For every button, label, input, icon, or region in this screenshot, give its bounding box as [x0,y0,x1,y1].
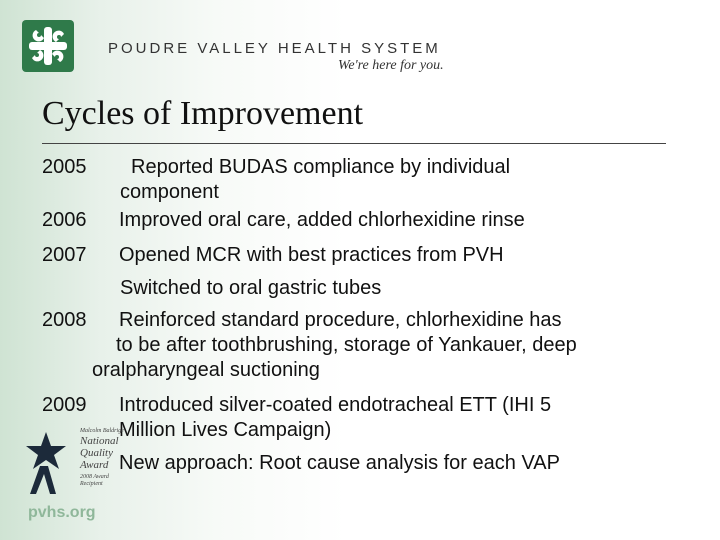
timeline-text: Improved oral care, added chlorhexidine rinse [119,209,525,231]
timeline-line [42,209,525,231]
timeline-text: Introduced silver-coated endotracheal ETT (IHI 5 [119,394,552,416]
timeline-year: 2007 [42,244,87,266]
timeline-line [42,244,504,266]
timeline-line [42,309,562,331]
star-figure-icon [22,428,72,498]
timeline-year: 2006 [42,209,87,231]
timeline-year: 2009 [42,394,87,416]
timeline-text: Opened MCR with best practices from PVH [119,244,504,266]
timeline-line [120,277,381,299]
slide-title: Cycles of Improvement [42,95,364,132]
timeline-line [92,359,320,381]
timeline-text: Switched to oral gastric tubes [120,277,382,299]
badge-line: Award [80,459,109,471]
timeline-line [119,419,331,441]
title-divider [42,143,666,144]
timeline-line [120,181,219,203]
timeline-year: 2005 [42,156,87,178]
timeline-year: 2008 [42,309,87,331]
timeline-text: New approach: Root cause analysis for each VAP [119,452,560,474]
timeline-text: Million Lives Campaign) [119,419,332,441]
badge-line: National [80,435,119,447]
timeline-text: Reported BUDAS compliance by individual [131,156,511,178]
timeline-text: Reinforced standard procedure, chlorhexidine has [119,309,562,331]
footer-url-link[interactable]: pvhs.org [28,504,96,521]
badge-line: 2008 Award [80,474,109,480]
badge-line: Malcolm Baldrige [80,428,124,434]
timeline-line [42,156,511,178]
timeline-line [42,394,552,416]
award-badge [22,428,122,498]
organization-name: POUDRE VALLEY HEALTH SYSTEM [108,40,441,57]
organization-tagline: We're here for you. [338,58,444,73]
badge-line: Recipient [80,481,103,487]
pvhs-logo-icon [22,20,74,72]
timeline-line [119,452,560,474]
timeline-text: oralpharyngeal suctioning [92,359,320,381]
timeline-text: to be after toothbrushing, storage of Yankauer, deep [116,334,577,356]
timeline-text: component [120,181,219,203]
timeline-line [116,334,577,356]
badge-line: Quality [80,447,113,459]
